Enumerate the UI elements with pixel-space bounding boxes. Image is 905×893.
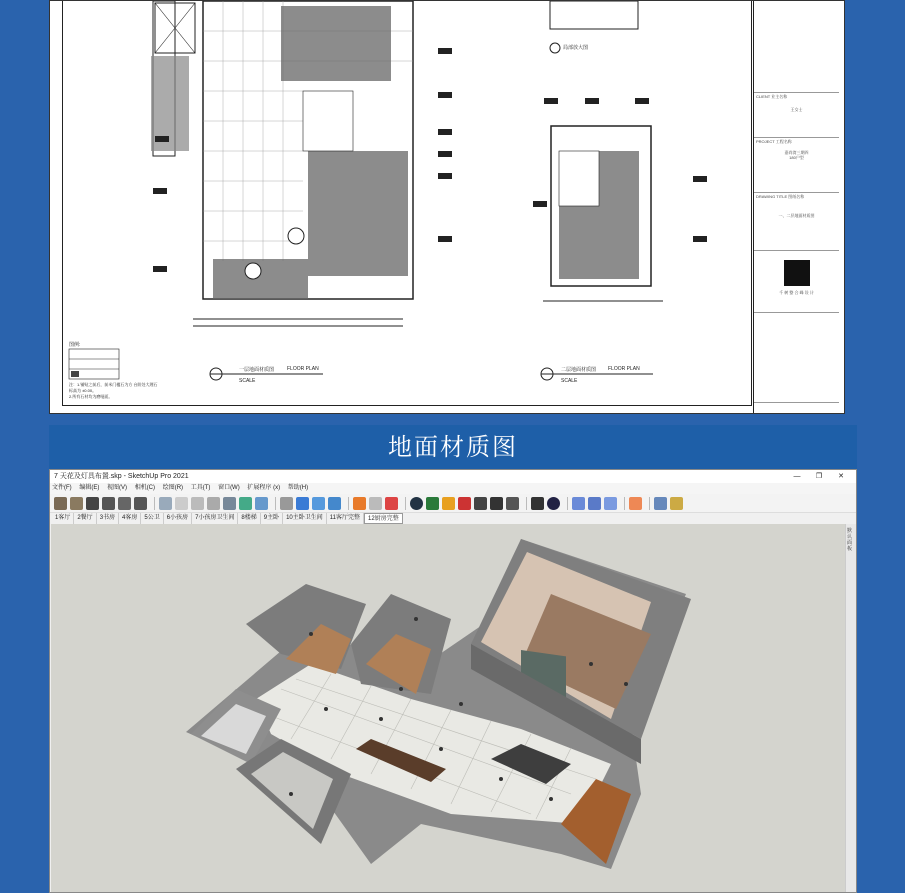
menu-bar <box>50 483 856 494</box>
menu-file[interactable]: 文件(F) <box>52 485 72 491</box>
default-tray-tab[interactable]: 默认面板 <box>847 528 853 552</box>
floor-plan-2-en: FLOOR PLAN <box>608 366 640 372</box>
dimension-icon[interactable] <box>654 497 667 510</box>
menu-tools[interactable]: 工具(T) <box>190 485 211 491</box>
toolbar <box>50 494 856 513</box>
menu-help[interactable]: 帮助(H) <box>287 485 309 491</box>
monochrome-icon[interactable] <box>239 497 252 510</box>
drawing-notes: 注：1.铺贴之前后，前米门槛石为方 台阶处大理石 标高为 ±0.00。 2.所有石材均为磨哑面。 <box>69 382 158 399</box>
section-title: 地面材质图 <box>49 425 857 469</box>
scene-tab[interactable]: 7小孩房卫生间 <box>192 513 238 524</box>
floor-plan-1-title: 一层地面材质图 <box>239 367 275 373</box>
window-controls <box>786 470 852 483</box>
toolbar-separator <box>405 497 406 510</box>
company-logo <box>784 260 810 286</box>
wireframe-icon[interactable] <box>175 497 188 510</box>
legend-title: 图例: <box>69 342 81 348</box>
3d-viewport[interactable] <box>51 524 846 892</box>
window-title: 7 天花及灯具布置.skp - SketchUp Pro 2021 <box>54 473 189 480</box>
project-label: PROJECT 工程名称 <box>756 139 792 144</box>
window-titlebar <box>50 470 856 483</box>
fog-icon[interactable] <box>588 497 601 510</box>
client-label: CLIENT 业主名称 <box>756 94 788 99</box>
move-icon[interactable] <box>280 497 293 510</box>
signature-table <box>754 313 839 403</box>
select-tool-icon[interactable] <box>54 497 67 510</box>
close-icon[interactable]: ✕ <box>838 473 844 480</box>
scene-tab[interactable]: 6小孩房 <box>164 513 192 524</box>
sandbox-icon[interactable] <box>629 497 642 510</box>
sketchup-window <box>49 469 857 893</box>
scene-tabs <box>50 513 856 524</box>
shaded-icon[interactable] <box>207 497 220 510</box>
menu-edit[interactable]: 编辑(E) <box>79 485 100 491</box>
front-view-icon[interactable] <box>102 497 115 510</box>
client-cell <box>754 93 839 138</box>
xray-icon[interactable] <box>159 497 172 510</box>
toolbar-separator <box>348 497 349 510</box>
minimize-icon[interactable]: — <box>793 473 801 480</box>
floor-plan-1-en: FLOOR PLAN <box>287 366 319 372</box>
detail-title: 局部放大图 <box>563 45 589 51</box>
section-plane-icon[interactable] <box>296 497 309 510</box>
drawing-title-cell <box>754 193 839 251</box>
title-block <box>753 1 839 413</box>
top-view-icon[interactable] <box>118 497 131 510</box>
project-value: 嘉尚湾三期四 180户型 <box>784 150 809 160</box>
cloud-icon[interactable] <box>490 497 503 510</box>
toolbar-separator <box>649 497 650 510</box>
mail-icon[interactable] <box>531 497 544 510</box>
back-view-icon[interactable] <box>134 497 147 510</box>
toolbar-separator <box>567 497 568 510</box>
model-render-svg <box>51 524 846 892</box>
tape-measure-icon[interactable] <box>670 497 683 510</box>
menu-view[interactable]: 视图(V) <box>107 485 128 491</box>
menu-extensions[interactable]: 扩展程序 (x) <box>247 485 281 491</box>
toolbar-separator <box>275 497 276 510</box>
drawing-sheet <box>49 0 845 414</box>
component-icon[interactable] <box>353 497 366 510</box>
menu-draw[interactable]: 绘图(R) <box>162 485 184 491</box>
photo-texture-icon[interactable] <box>442 497 455 510</box>
scene-tab[interactable]: 1客厅 <box>52 513 74 524</box>
client-value: 王女士 <box>790 107 803 112</box>
style-icon[interactable] <box>255 497 268 510</box>
floor-plan-2-scale: SCALE <box>561 378 578 384</box>
drawing-title-label: DRAWING TITLE 图纸名称 <box>756 194 805 199</box>
checker-icon[interactable] <box>474 497 487 510</box>
add-location-icon[interactable] <box>410 497 423 510</box>
scene-tab[interactable]: 10主卧卫生间 <box>283 513 327 524</box>
company-name: 千 树 整 合 峰 设 计 <box>779 290 814 295</box>
textured-icon[interactable] <box>223 497 236 510</box>
toolbar-separator <box>154 497 155 510</box>
settings-gear-icon[interactable] <box>506 497 519 510</box>
menu-camera[interactable]: 相机(C) <box>134 485 156 491</box>
edge-icon[interactable] <box>604 497 617 510</box>
scene-tab-active[interactable]: 12厨房完整 <box>364 513 403 524</box>
project-cell <box>754 138 839 193</box>
scene-tab[interactable]: 8楼梯 <box>238 513 260 524</box>
toolbar-separator <box>624 497 625 510</box>
scene-tab[interactable]: 9主卧 <box>261 513 283 524</box>
info-icon[interactable] <box>547 497 560 510</box>
vertical-scrollbar[interactable] <box>845 524 856 892</box>
floor-plan-1-scale: SCALE <box>239 378 256 384</box>
scene-tab[interactable]: 3书房 <box>97 513 119 524</box>
toolbar-separator <box>526 497 527 510</box>
shadow-icon[interactable] <box>572 497 585 510</box>
floor-plans-svg <box>63 1 753 406</box>
warehouse-icon[interactable] <box>458 497 471 510</box>
scene-tab[interactable]: 4客房 <box>119 513 141 524</box>
scene-tab[interactable]: 2餐厅 <box>74 513 96 524</box>
restore-icon[interactable]: ❐ <box>815 473 823 480</box>
sync-icon[interactable] <box>369 497 382 510</box>
revision-table <box>754 1 839 93</box>
terrain-icon[interactable] <box>426 497 439 510</box>
floor-plan-2-title: 二层地面材质图 <box>561 367 597 373</box>
section-cut-icon[interactable] <box>328 497 341 510</box>
scene-tab[interactable]: 11客厅完整 <box>327 513 364 524</box>
eraser-icon[interactable] <box>70 497 83 510</box>
drawing-area <box>62 1 752 406</box>
scene-tab[interactable]: 5公卫 <box>141 513 163 524</box>
layers-icon[interactable] <box>385 497 398 510</box>
hidden-line-icon[interactable] <box>191 497 204 510</box>
section-display-icon[interactable] <box>312 497 325 510</box>
company-cell <box>754 251 839 313</box>
drawing-title-value: 一、二层地面材质图 <box>778 213 815 218</box>
menu-window[interactable]: 窗口(W) <box>218 485 240 491</box>
home-view-icon[interactable] <box>86 497 99 510</box>
